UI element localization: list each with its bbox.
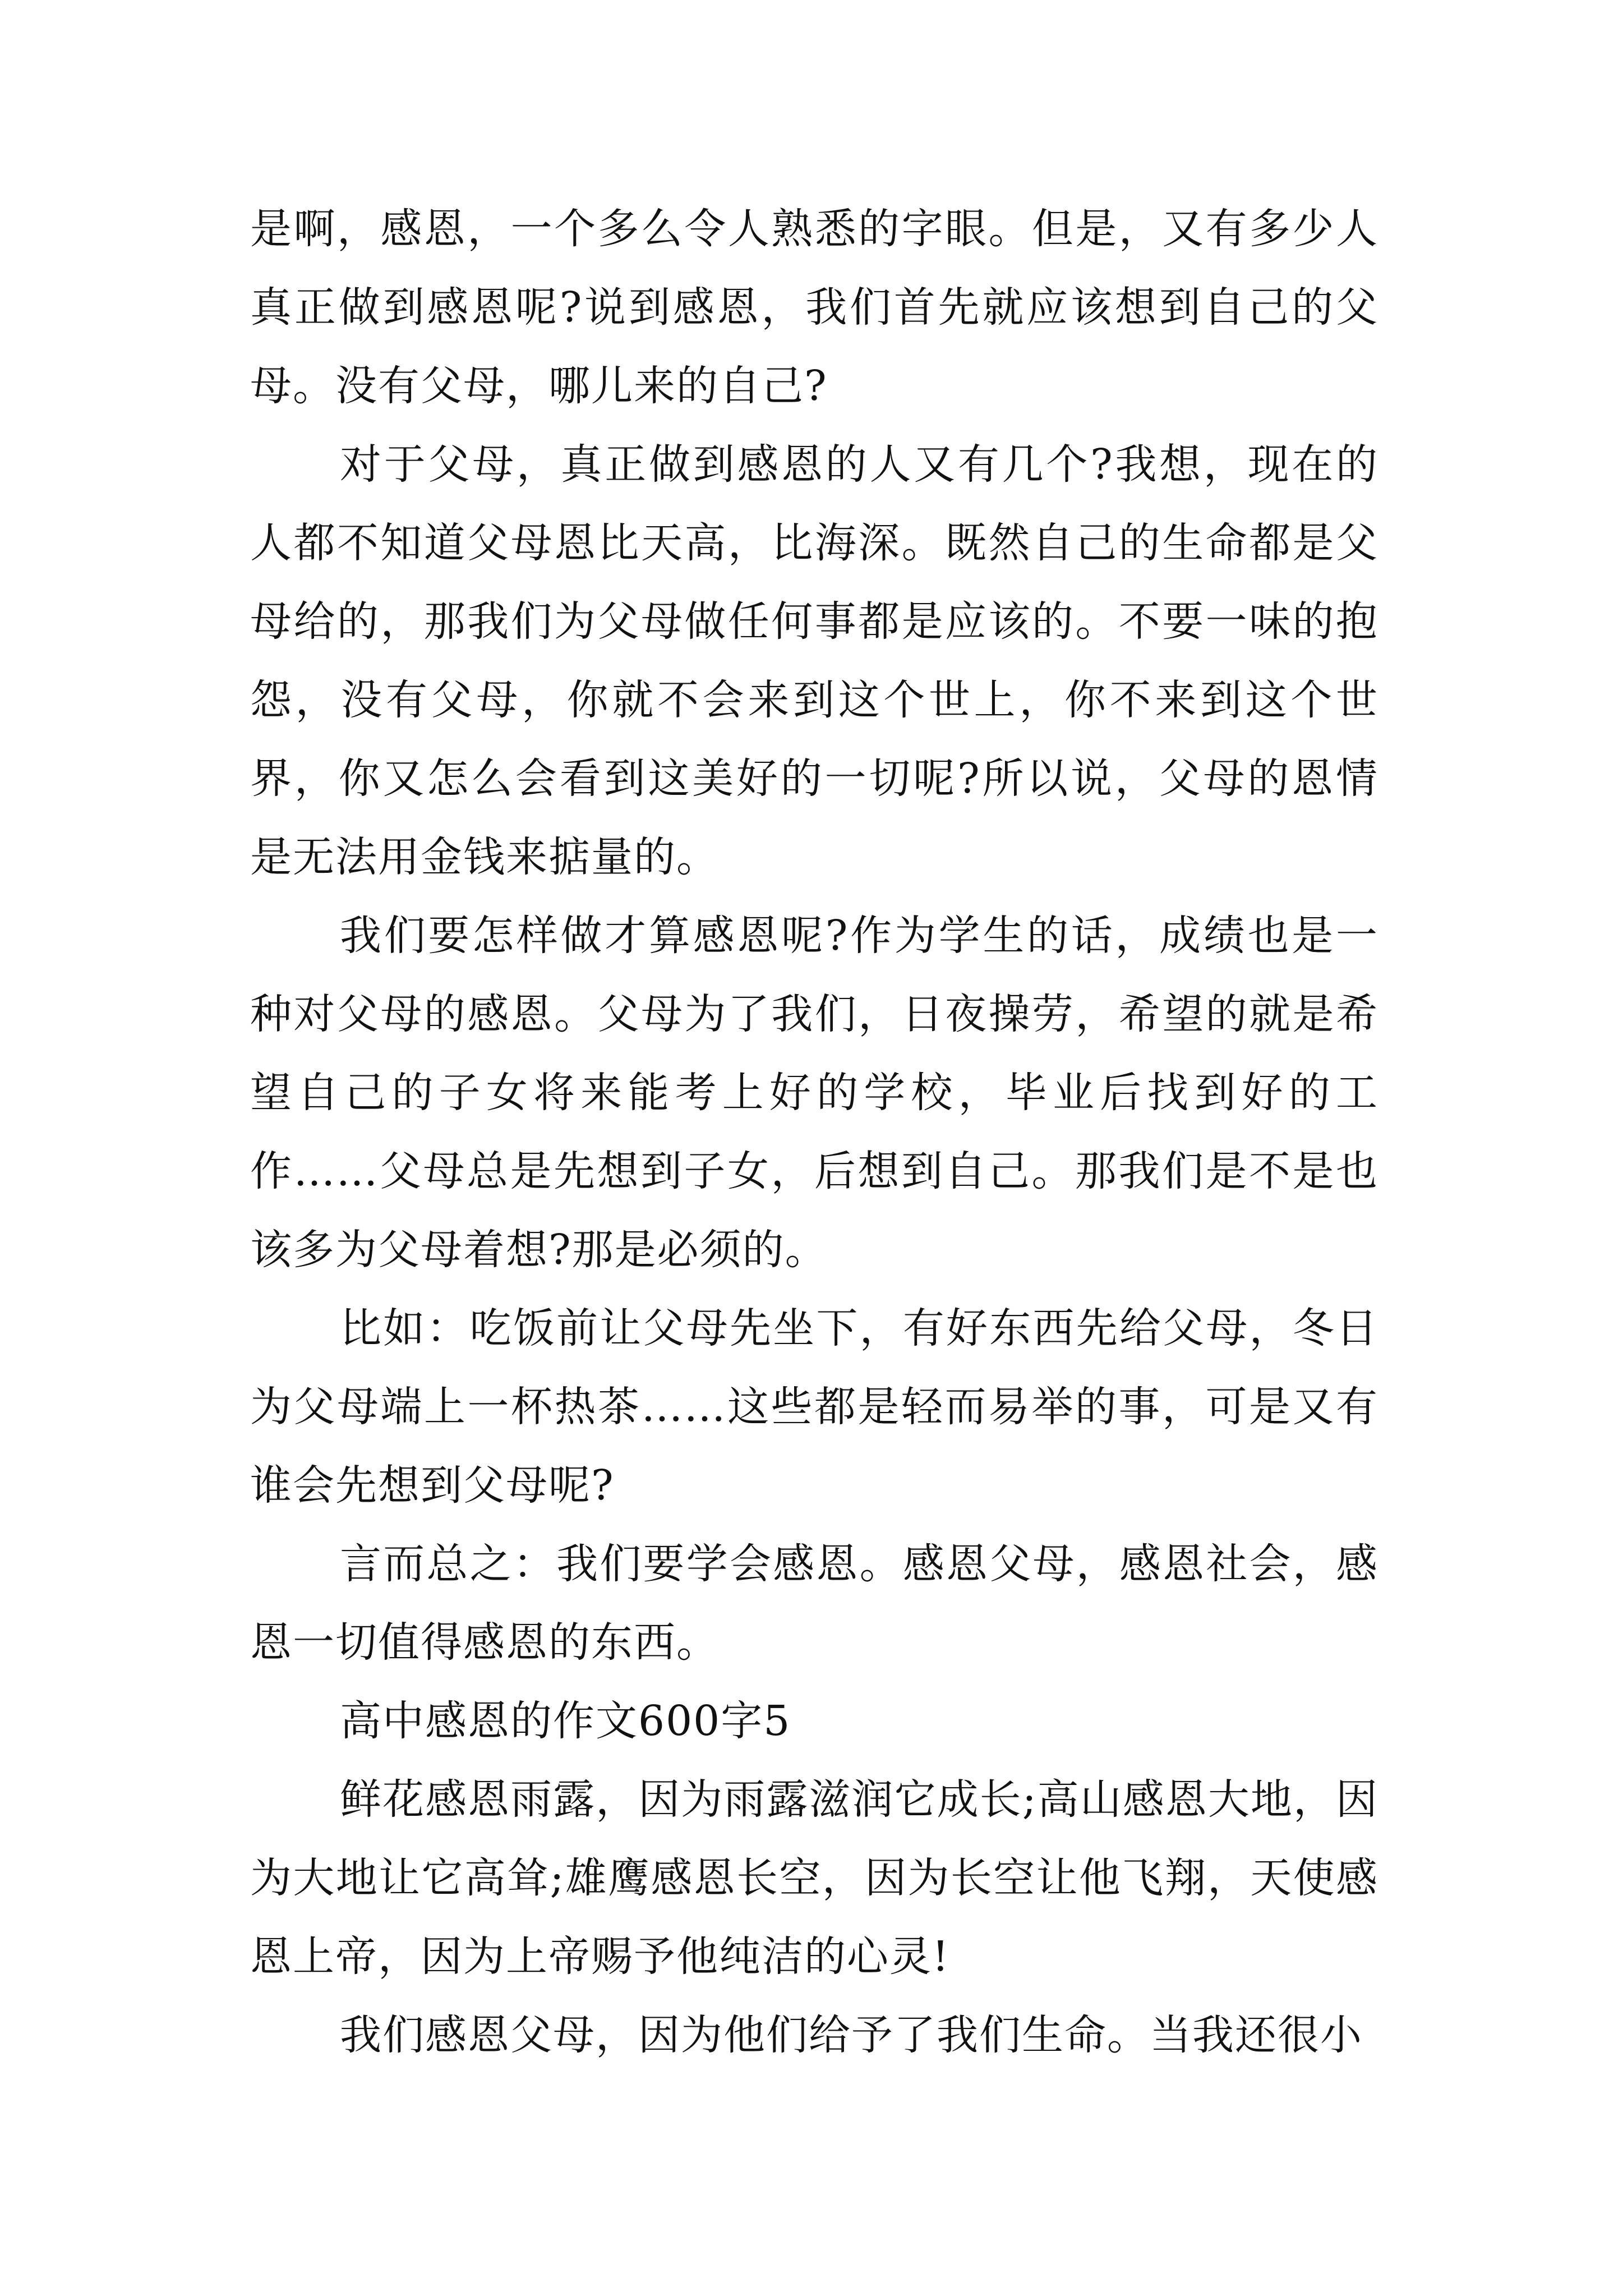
paragraph-gratitude-intro: 是啊，感恩，一个多么令人熟悉的字眼。但是，又有多少人真正做到感恩呢?说到感恩，我们首先就应该想到自己的父母。没有父母，哪儿来的自己?: [250, 205, 1378, 410]
paragraph-conclusion: 言而总之：我们要学会感恩。感恩父母，感恩社会，感恩一切值得感恩的东西。: [250, 1540, 1378, 1667]
paragraph-parents-kindness: 对于父母，真正做到感恩的人又有几个?我想，现在的人都不知道父母恩比天高，比海深。既然自己的生命都是父母给的，那我们为父母做任何事都是应该的。不要一味的抱怨，没有父母，你就不会来到这个世上，你不来到这个世界，你又怎么会看到这美好的一切呢?所以说，父母的恩情是无法用金钱来掂量的。: [250, 440, 1378, 881]
paragraph-thank-parents: 我们感恩父母，因为他们给予了我们生命。当我还很小: [340, 2011, 1363, 2059]
document-body: [250, 190, 1378, 2074]
paragraph-nature-gratitude: 鲜花感恩雨露，因为雨露滋润它成长;高山感恩大地，因为大地让它高耸;雄鹰感恩长空，因为长空让他飞翔，天使感恩上帝，因为上帝赐予他纯洁的心灵!: [250, 1775, 1378, 1981]
section-heading: 高中感恩的作文600字5: [340, 1697, 791, 1745]
paragraph-examples: 比如：吃饭前让父母先坐下，有好东西先给父母，冬日为父母端上一杯热茶……这些都是轻而易举的事，可是又有谁会先想到父母呢?: [250, 1304, 1378, 1510]
paragraph-how-to-be-grateful: 我们要怎样做才算感恩呢?作为学生的话，成绩也是一种对父母的感恩。父母为了我们，日夜操劳，希望的就是希望自己的子女将来能考上好的学校，毕业后找到好的工作……父母总是先想到子女，后想到自己。那我们是不是也该多为父母着想?那是必须的。: [250, 912, 1378, 1274]
